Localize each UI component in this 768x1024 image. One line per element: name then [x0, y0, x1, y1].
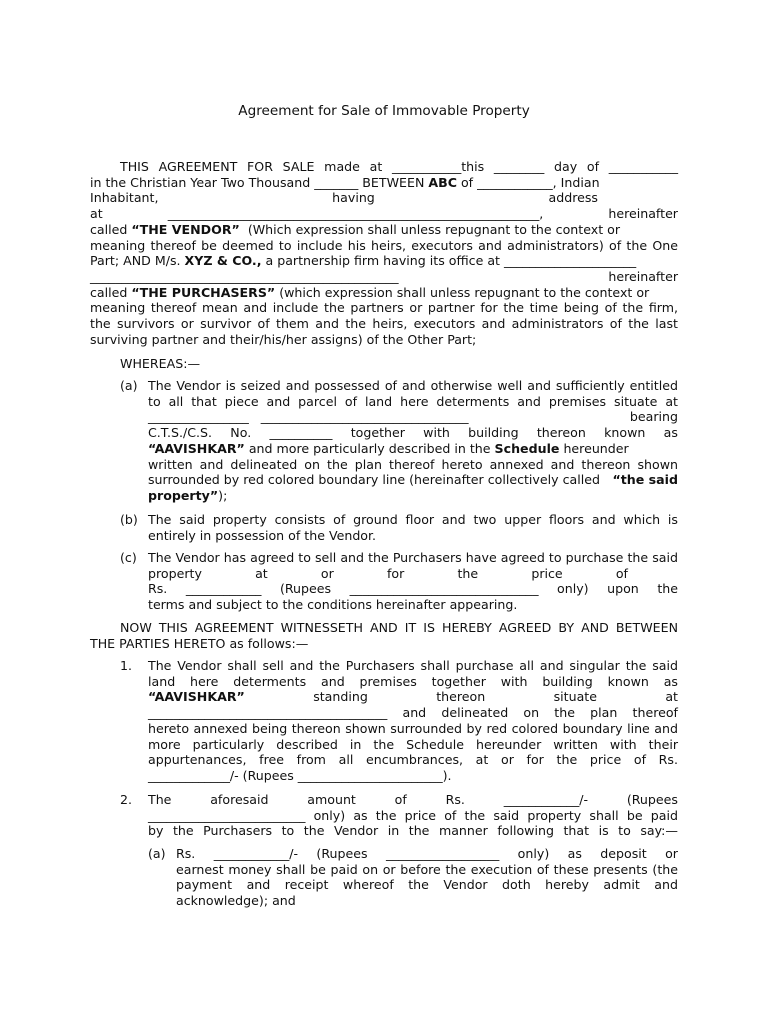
intro-line: meaning thereof mean and include the partners or partner for the time being of the firm,: [90, 300, 678, 316]
recital-line: The Vendor has agreed to sell and the Purchasers have agreed to purchase the said: [148, 550, 678, 565]
intro-line: in the Christian Year Two Thousand _______ BETWEEN ABC of ____________, Indian: [90, 174, 600, 190]
clause-line: payment and receipt whereof the Vendor doth hereby admit and: [176, 877, 678, 893]
clause-label: 2.: [120, 792, 133, 807]
recital-label: (a): [120, 378, 138, 393]
intro-paragraph: [90, 159, 678, 347]
recital-line: The Vendor is seized and possessed of and otherwise well and sufficiently entitled: [148, 378, 678, 393]
clause-line: by the Purchasers to the Vendor in the manner following that is to say:—: [148, 823, 678, 839]
recital-line: “AAVISHKAR” and more particularly described in the Schedule hereunder: [148, 440, 629, 456]
clause-line: appurtenances, free from all encumbrances, at or for the price of Rs.: [148, 752, 678, 768]
clause-line: earnest money shall be paid on or before the execution of these presents (the: [176, 861, 678, 877]
clause-line: acknowledge); and: [176, 893, 296, 909]
clause-line: hereto annexed being thereon shown surrounded by red colored boundary line and: [148, 720, 678, 736]
intro-line: meaning thereof be deemed to include his heirs, executors and administrators) of the One: [90, 237, 678, 253]
recital-label: (c): [120, 550, 137, 565]
intro-line: Inhabitant, having address: [90, 190, 598, 206]
recital-line: terms and subject to the conditions hereinafter appearing.: [148, 597, 518, 613]
recital-line: C.T.S./C.S. No. __________ together with building thereon known as: [148, 425, 678, 441]
recital-line: to all that piece and parcel of land here determents and premises situate at: [148, 393, 678, 409]
recital-line: surrounded by red colored boundary line (hereinafter collectively called “the said: [148, 472, 678, 488]
recital-line: Rs. ____________ (Rupees ______________________________ only) upon the: [148, 581, 678, 597]
recital-label: (b): [120, 512, 138, 527]
clause-line: more particularly described in the Schedule hereunder written with their: [148, 736, 678, 752]
witnesseth-paragraph: [90, 620, 678, 651]
recital-line: property”);: [148, 487, 228, 503]
recital-line: The said property consists of ground floor and two upper floors and which is: [148, 512, 678, 527]
clause-line: ______________________________________ and delineated on the plan thereof: [148, 705, 678, 721]
clause-line: Rs. ____________/- (Rupees __________________ only) as deposit or: [176, 846, 678, 861]
intro-line: at ___________________________________________________________, hereinafter: [90, 206, 678, 222]
clause-line: _________________________ only) as the price of the said property shall be paid: [148, 807, 678, 823]
clause-label: 1.: [120, 658, 133, 673]
recital-line: entirely in possession of the Vendor.: [148, 527, 377, 543]
clause-line: “AAVISHKAR” standing thereon situate at: [148, 689, 678, 705]
intro-line: THIS AGREEMENT FOR SALE made at ___________this ________ day of ___________: [120, 159, 678, 174]
intro-line: _________________________________________________ hereinafter: [90, 268, 678, 284]
witness-line: THE PARTIES HERETO as follows:—: [90, 635, 309, 651]
intro-line: called “THE VENDOR” (Which expression shall unless repugnant to the context or: [90, 221, 621, 237]
witness-line: NOW THIS AGREEMENT WITNESSETH AND IT IS HEREBY AGREED BY AND BETWEEN: [120, 620, 678, 635]
intro-line: the survivors or survivor of them and the heirs, executors and administrators of the last: [90, 316, 678, 332]
whereas-heading: WHEREAS:—: [120, 356, 201, 371]
recital-line: ________________ _________________________________ bearing: [148, 409, 678, 425]
intro-line: surviving partner and their/his/her assigns) of the Other Part;: [90, 331, 477, 347]
subclause-label: (a): [148, 846, 166, 861]
clause-line: _____________/- (Rupees _______________________).: [148, 767, 452, 783]
recital-line: written and delineated on the plan thereof hereto annexed and thereon shown: [148, 456, 678, 472]
recital-line: property at or for the price of: [148, 565, 628, 581]
clause-line: The aforesaid amount of Rs. ____________/- (Rupees: [148, 792, 678, 807]
clause-line: The Vendor shall sell and the Purchasers shall purchase all and singular the said: [148, 658, 678, 673]
document-title: Agreement for Sale of Immovable Property: [238, 103, 530, 119]
intro-line: called “THE PURCHASERS” (which expression shall unless repugnant to the context or: [90, 284, 650, 300]
clause-line: land here determents and premises together with building known as: [148, 673, 678, 689]
intro-line: Part; AND M/s. XYZ & CO., a partnership firm having its office at _____________________: [90, 253, 637, 269]
